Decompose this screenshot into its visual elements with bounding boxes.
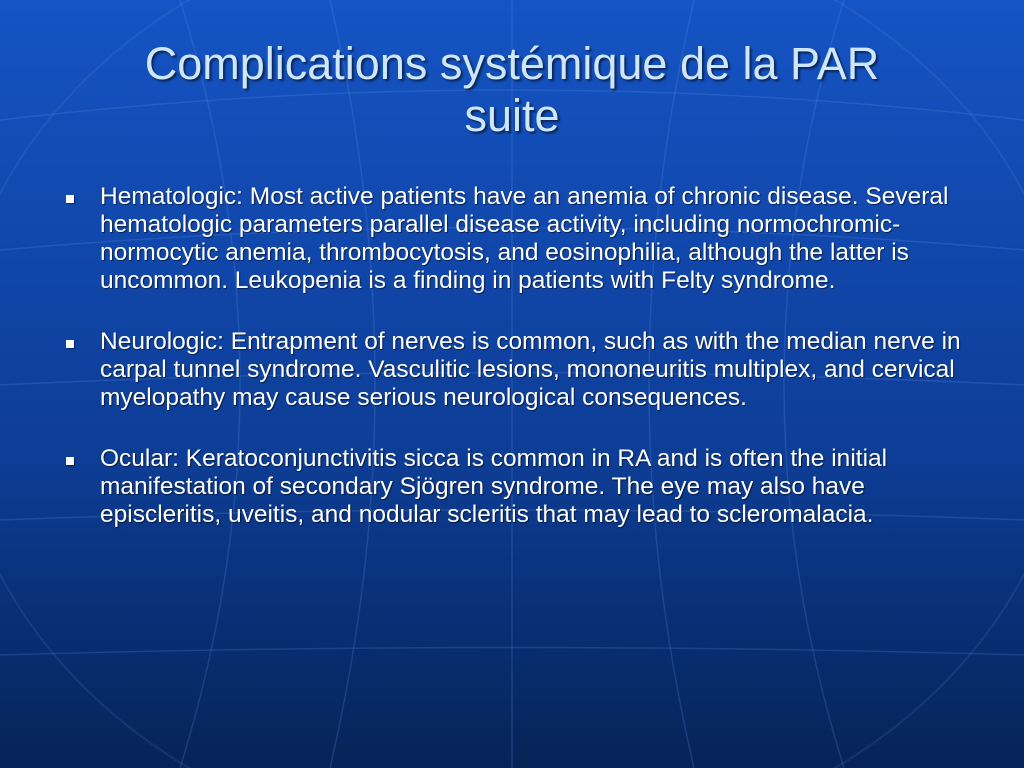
slide-title: [60, 38, 964, 142]
bullet-item-ocular: [60, 445, 965, 529]
bullet-text-hematologic: Hematologic: Most active patients have an anemia of chronic disease. Several hematologic parameters parallel disease activity, including normochromic-normocytic anemia, thrombocytosis, and eosinophilia, although the latter is uncommon. Leukopenia is a finding in patients with Felty syndrome.: [100, 183, 949, 294]
bullet-item-neurologic: [60, 328, 965, 412]
bullet-list: [60, 183, 965, 562]
bullet-text-ocular: Ocular: Keratoconjunctivitis sicca is common in RA and is often the initial manifestation of secondary Sjögren syndrome. The eye may also have episcleritis, uveitis, and nodular scleritis that may lead to scleromalacia.: [100, 445, 888, 528]
square-bullet-icon: [66, 457, 74, 465]
bullet-text-neurologic: Neurologic: Entrapment of nerves is common, such as with the median nerve in carpal tunnel syndrome. Vasculitic lesions, mononeuritis multiplex, and cervical myelopathy may cause serious neurological consequences.: [100, 328, 961, 411]
bullet-item-hematologic: [60, 183, 965, 295]
square-bullet-icon: [66, 195, 74, 203]
slide-title-line-2: suite: [464, 90, 560, 141]
slide-title-line-1: Complications systémique de la PAR: [144, 38, 880, 89]
square-bullet-icon: [66, 340, 74, 348]
